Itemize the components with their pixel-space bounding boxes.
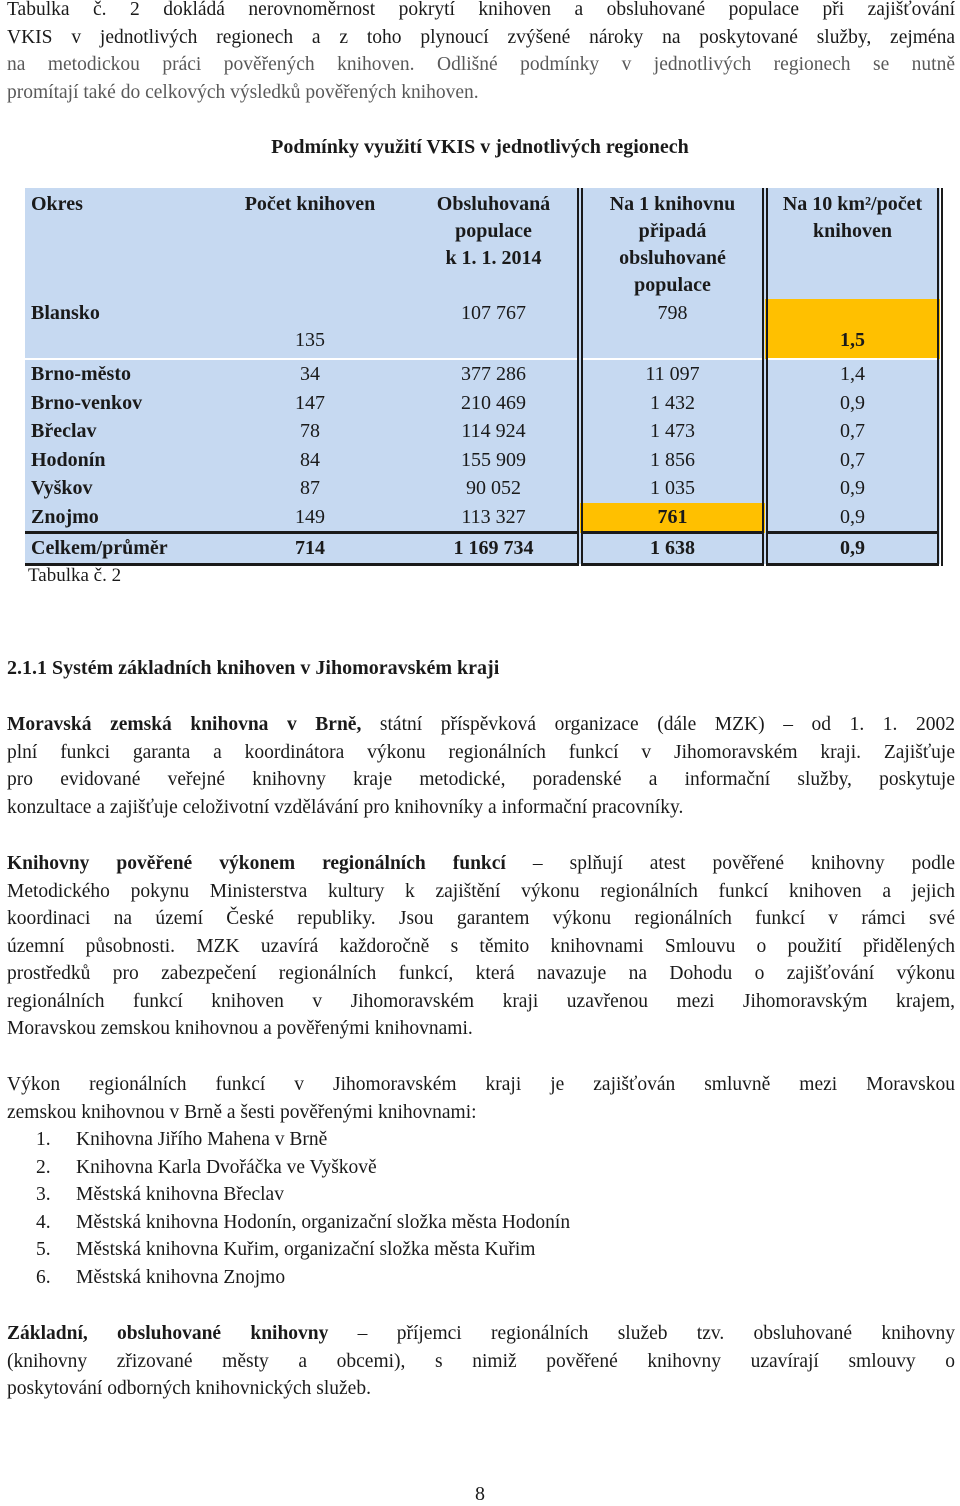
- cell-okres: Hodonín: [25, 446, 210, 475]
- paragraph-poverene-bold: Knihovny pověřené výkonem regionálních funkcí: [7, 853, 506, 874]
- table-row: [25, 417, 940, 446]
- cell-na1: 11 097: [580, 359, 765, 389]
- table-caption: Tabulka č. 2: [28, 565, 122, 586]
- cell-na10: 0,7: [765, 417, 940, 446]
- cell-populace: 90 052: [410, 474, 580, 503]
- page-number: 8: [475, 1483, 485, 1505]
- cell-populace: 114 924: [410, 417, 580, 446]
- table-row: [25, 299, 940, 359]
- vkis-table: [25, 188, 943, 566]
- cell-pocet: 87: [210, 474, 410, 503]
- paragraph-mzk-bold: Moravská zemská knihovna v Brně,: [7, 714, 362, 735]
- table-row: [25, 359, 940, 389]
- cell-na10: 0,9: [765, 389, 940, 418]
- intro-line-1: Tabulka č. 2 dokládá nerovnoměrnost pokrytí knihoven a obsluhované populace při zajišťování: [7, 0, 955, 20]
- list-item: 6. Městská knihovna Znojmo: [36, 1266, 286, 1288]
- cell-na1: 761: [580, 503, 765, 533]
- cell-okres: Brno-venkov: [25, 389, 210, 418]
- cell-okres: Břeclav: [25, 417, 210, 446]
- table-title: Podmínky využití VKIS v jednotlivých regionech: [271, 136, 689, 158]
- intro-paragraph: [7, 0, 955, 106]
- paragraph-vykon: Výkon regionálních funkcí v Jihomoravském kraji je zajišťován smluvně mezi Moravskou zemskou knihovnou v Brně a šesti pověřenými knihovnami:: [7, 1074, 955, 1123]
- cell-populace: 1 169 734: [410, 533, 580, 565]
- cell-populace: 377 286: [410, 359, 580, 389]
- intro-line-4: promítají také do celkových výsledků pověřených knihoven.: [7, 81, 479, 103]
- cell-okres: Vyškov: [25, 474, 210, 503]
- cell-populace: 113 327: [410, 503, 580, 533]
- cell-na10: 0,9: [765, 503, 940, 533]
- header-na-1-knihovnu: Na 1 knihovnu připadá obsluhované populace: [580, 188, 765, 299]
- table-row: [25, 389, 940, 418]
- intro-line-3: na metodickou práci pověřených knihoven. Odlišné podmínky v jednotlivých regionech se nutně: [7, 54, 955, 75]
- table-total-row: [25, 533, 940, 565]
- cell-na1: 1 432: [580, 389, 765, 418]
- cell-pocet: 78: [210, 417, 410, 446]
- cell-pocet: 147: [210, 389, 410, 418]
- header-obsluhovana: Obsluhovaná populace k 1. 1. 2014: [410, 188, 580, 299]
- cell-na1: 798: [580, 299, 765, 359]
- cell-pocet: 84: [210, 446, 410, 475]
- cell-pocet: 149: [210, 503, 410, 533]
- list-item: 1. Knihovna Jiřího Mahena v Brně: [36, 1129, 328, 1150]
- cell-okres: Blansko: [25, 299, 210, 359]
- table-row: [25, 446, 940, 475]
- cell-okres: Brno-město: [25, 359, 210, 389]
- cell-populace: 210 469: [410, 389, 580, 418]
- cell-na1: 1 638: [580, 533, 765, 565]
- table-header-row: [25, 188, 940, 299]
- paragraph-zakladni-bold: Základní, obsluhované knihovny: [7, 1323, 329, 1344]
- table-row: [25, 474, 940, 503]
- paragraph-mzk: Moravská zemská knihovna v Brně, státní příspěvková organizace (dále MZK) – od 1. 1. 2002 plní funkci garanta a koordinátora výkonu regionálních funkcí v Jihomoravském kraji. Zajišťuje pro evidované veřejné knihovny kraje metodické, poradenské a informační služby, poskytuje konzultace a zajišťuje celoživotní vzdělávání pro knihovníky a informační pracovníky.: [7, 714, 955, 818]
- list-item: 3. Městská knihovna Břeclav: [36, 1184, 284, 1205]
- cell-na1: 1 035: [580, 474, 765, 503]
- list-item: 5. Městská knihovna Kuřim, organizační složka města Kuřim: [36, 1239, 536, 1260]
- cell-pocet: 34: [210, 359, 410, 389]
- paragraph-poverene: Knihovny pověřené výkonem regionálních funkcí – splňují atest pověřené knihovny podle Metodického pokynu Ministerstva kultury k zajištění výkonu regionálních funkcí knihoven a jejich koordinaci na území České republiky. Jsou garantem výkonu regionálních funkcí v rámci své územní působnosti. MZK uzavírá každoročně s těmito knihovnami Smlouvu o použití přidělených prostředků pro zabezpečení regionálních funkcí, která navazuje na Dohodu o zajišťování výkonu regionálních funkcí knihoven v Jihomoravském kraji uzavřenou mezi Jihomoravským krajem, Moravskou zemskou knihovnou a pověřenými knihovnami.: [7, 853, 955, 1039]
- cell-populace: 107 767: [410, 299, 580, 359]
- cell-na1: 1 473: [580, 417, 765, 446]
- cell-na10: 1,4: [765, 359, 940, 389]
- cell-okres: Celkem/průměr: [25, 533, 210, 565]
- cell-pocet: 714: [210, 533, 410, 565]
- cell-na10: 1,5: [765, 299, 940, 359]
- list-item: 4. Městská knihovna Hodonín, organizační složka města Hodonín: [36, 1211, 571, 1233]
- cell-na10: 0,9: [765, 474, 940, 503]
- cell-pocet: 135: [210, 299, 410, 359]
- cell-na1: 1 856: [580, 446, 765, 475]
- cell-populace: 155 909: [410, 446, 580, 475]
- header-na-10-km2: Na 10 km²/počet knihoven: [765, 188, 940, 299]
- libraries-list: [36, 1126, 570, 1291]
- cell-na10: 0,7: [765, 446, 940, 475]
- cell-okres: Znojmo: [25, 503, 210, 533]
- header-pocet: Počet knihoven: [210, 188, 410, 299]
- list-item: 2. Knihovna Karla Dvořáčka ve Vyškově: [36, 1156, 377, 1178]
- intro-line-2: VKIS v jednotlivých regionech a z toho plynoucí zvýšené nároky na poskytované služby, zejména: [7, 26, 955, 48]
- section-heading: 2.1.1 Systém základních knihoven v Jihomoravském kraji: [7, 657, 500, 679]
- table-row: [25, 503, 940, 533]
- header-okres: Okres: [25, 188, 210, 299]
- cell-na10: 0,9: [765, 533, 940, 565]
- paragraph-zakladni: Základní, obsluhované knihovny – příjemci regionálních služeb tzv. obsluhované knihovny (knihovny zřizované městy a obcemi), s nimiž pověřené knihovny uzavírají smlouvy o poskytování odborných knihovnických služeb.: [7, 1323, 956, 1399]
